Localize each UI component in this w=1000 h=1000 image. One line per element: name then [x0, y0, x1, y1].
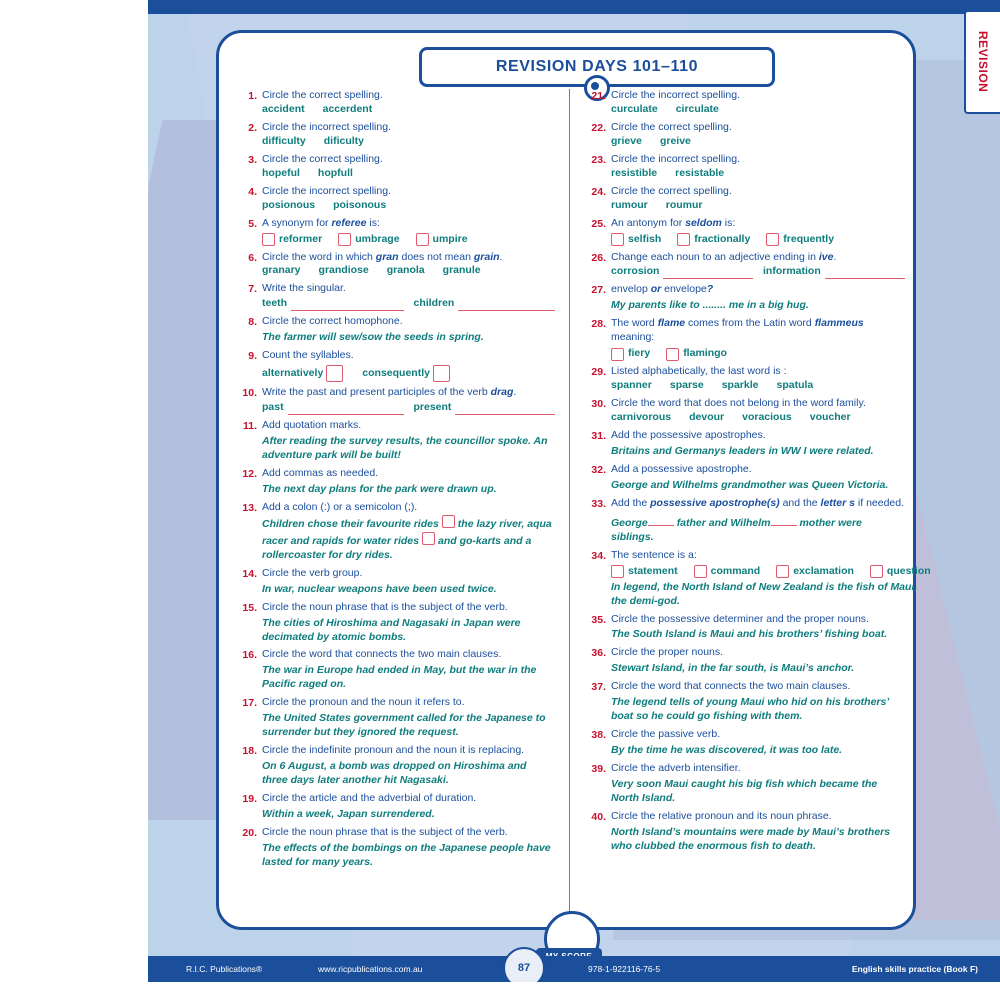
question-number: 33. — [591, 497, 606, 510]
blank-line[interactable] — [663, 266, 753, 279]
answer-sentence: Within a week, Japan surrendered. — [262, 807, 435, 820]
question-number: 10. — [242, 387, 257, 400]
option-word[interactable]: dificulty — [323, 134, 365, 147]
question-item — [586, 185, 905, 213]
answer-part-b: father and Wilhelm — [676, 516, 771, 529]
question-number: 28. — [591, 318, 606, 331]
question-number: 29. — [591, 366, 606, 379]
question-instruction: Write the past and present participles of the verb drag. — [262, 386, 517, 399]
question-number: 36. — [591, 647, 606, 660]
emphasis-word: letter s — [820, 496, 855, 509]
syllable-row — [262, 365, 555, 382]
question-instruction: Add the possessive apostrophe(s) and the letter s if needed. — [611, 496, 905, 509]
option-word-list — [262, 264, 555, 278]
question-number: 39. — [591, 763, 606, 776]
question-instruction: Circle the correct spelling. — [262, 152, 383, 165]
option-word[interactable]: difficulty — [262, 134, 306, 147]
question-instruction: Circle the word that does not belong in the word family. — [611, 397, 866, 410]
question-item — [237, 826, 555, 870]
question-item — [586, 153, 905, 181]
question-number: 6. — [248, 251, 257, 264]
emphasis-word: ? — [706, 283, 714, 296]
checkbox-label: frequently — [783, 232, 835, 245]
footer-url[interactable]: www.ricpublications.com.au — [318, 964, 423, 974]
blank-label: children — [413, 297, 455, 310]
checkbox-option[interactable] — [694, 565, 761, 579]
question-item — [237, 467, 555, 497]
checkbox-label: selfish — [628, 232, 662, 245]
option-word[interactable]: spanner — [611, 379, 652, 392]
page-number-badge: 87 — [503, 947, 545, 989]
question-number: 2. — [248, 121, 257, 134]
side-tab-label: REVISION — [976, 31, 990, 93]
question-number: 22. — [591, 121, 606, 134]
checkbox-icon[interactable] — [611, 233, 624, 246]
option-word[interactable]: spatula — [776, 379, 814, 392]
question-instruction: Count the syllables. — [262, 349, 354, 362]
worksheet-card — [216, 30, 931, 930]
emphasis-word: possessive apostrophe(s) — [650, 496, 780, 509]
blank-label: information — [763, 265, 821, 278]
fill-blank-cell[interactable] — [611, 265, 753, 279]
question-instruction: Circle the correct spelling. — [611, 120, 732, 133]
question-item — [237, 567, 555, 597]
checkbox-option[interactable] — [416, 233, 468, 247]
question-number: 7. — [248, 283, 257, 296]
question-number: 4. — [248, 185, 257, 198]
option-word[interactable]: grieve — [611, 134, 642, 147]
question-number: 30. — [591, 398, 606, 411]
option-word[interactable]: carnivorous — [611, 411, 672, 424]
question-instruction: Circle the pronoun and the noun it refers to. — [262, 696, 465, 709]
question-item — [586, 283, 905, 313]
question-number: 9. — [248, 350, 257, 363]
question-item — [586, 397, 905, 425]
question-instruction: Add quotation marks. — [262, 419, 362, 432]
question-instruction: Circle the incorrect spelling. — [611, 152, 740, 165]
question-item — [237, 217, 555, 247]
question-item — [586, 89, 905, 117]
checkbox-icon[interactable] — [262, 233, 275, 246]
question-instruction: Circle the incorrect spelling. — [262, 120, 391, 133]
question-number: 37. — [591, 681, 606, 694]
question-instruction: Circle the possessive determiner and the proper nouns. — [611, 612, 869, 625]
answer-sentence: The next day plans for the park were drawn up. — [262, 482, 497, 495]
answer-blank-line[interactable] — [771, 514, 797, 526]
checkbox-icon[interactable] — [776, 565, 789, 578]
question-number: 19. — [242, 793, 257, 806]
emphasis-word: ive — [818, 250, 834, 263]
answer-blank-line[interactable] — [648, 514, 674, 526]
option-word-list — [611, 135, 905, 149]
option-word[interactable]: granule — [442, 264, 481, 277]
option-word[interactable]: accerdent — [322, 102, 373, 115]
question-instruction: Add a colon (:) or a semicolon (;). — [262, 500, 418, 513]
checkbox-option[interactable] — [611, 565, 678, 579]
question-item — [237, 153, 555, 181]
right-question-column — [569, 89, 931, 924]
checkbox-option[interactable] — [338, 233, 399, 247]
question-item — [586, 365, 905, 393]
answer-sentence — [262, 515, 555, 563]
answer-sentence: In war, nuclear weapons have been used twice. — [262, 582, 497, 595]
question-number: 16. — [242, 649, 257, 662]
question-number: 13. — [242, 501, 257, 514]
question-instruction: Circle the incorrect spelling. — [611, 89, 740, 101]
question-item — [586, 728, 905, 758]
checkbox-option[interactable] — [870, 565, 931, 579]
option-word[interactable]: posionous — [262, 198, 316, 211]
option-word[interactable]: hopeful — [262, 166, 300, 179]
answer-sentence: North Island’s mountains were made by Maui’s brothers who clubbed the enormous fish to death. — [611, 825, 891, 852]
emphasis-word: flame — [657, 317, 686, 330]
checkbox-label: fractionally — [694, 232, 751, 245]
answer-part-c: and go-karts and a rollercoaster for dry rides. — [262, 534, 532, 561]
answer-sentence: George and Wilhelms grandmother was Queen Victoria. — [611, 478, 889, 491]
checkbox-option[interactable] — [611, 233, 661, 247]
punctuation-box[interactable] — [422, 532, 435, 545]
question-instruction: Circle the adverb intensifier. — [611, 762, 741, 775]
option-word-list — [611, 199, 905, 213]
question-number: 15. — [242, 601, 257, 614]
option-word[interactable]: voracious — [742, 411, 792, 424]
question-item — [586, 497, 905, 545]
question-item — [586, 251, 905, 280]
answer-sentence: The war in Europe had ended in May, but the war in the Pacific raged on. — [262, 664, 537, 691]
checkbox-icon[interactable] — [870, 565, 883, 578]
emphasis-word: seldom — [685, 216, 722, 229]
checkbox-label: command — [710, 564, 761, 577]
question-item — [237, 121, 555, 149]
option-word[interactable]: hopfull — [317, 166, 353, 179]
checkbox-icon[interactable] — [611, 565, 624, 578]
fill-blank-row — [262, 297, 555, 311]
answer-sentence: Britains and Germanys leaders in WW I were related. — [611, 444, 874, 457]
question-item — [237, 648, 555, 692]
question-number: 34. — [591, 549, 606, 562]
question-item — [586, 613, 905, 643]
question-columns — [219, 89, 931, 924]
option-word-list — [262, 199, 555, 213]
answer-sentence: Very soon Maui caught his big fish which became the North Island. — [611, 778, 878, 804]
syllable-word: consequently — [362, 366, 430, 379]
option-word[interactable]: resistable — [675, 166, 725, 179]
option-word-list — [611, 379, 905, 393]
option-word-list — [611, 103, 905, 117]
question-instruction: Listed alphabetically, the last word is : — [611, 365, 787, 378]
question-number: 21. — [591, 90, 606, 102]
option-word[interactable]: devour — [689, 411, 725, 424]
answer-sentence: The farmer will sew/sow the seeds in spring. — [262, 331, 484, 344]
checkbox-icon[interactable] — [766, 233, 779, 246]
syllable-word: alternatively — [262, 366, 324, 379]
option-word[interactable]: circulate — [675, 102, 719, 115]
question-instruction: Circle the correct homophone. — [262, 315, 403, 328]
option-word-list — [611, 411, 905, 425]
answer-sentence: The South Island is Maui and his brothers’ fishing boat. — [611, 628, 888, 641]
revision-side-tab — [964, 10, 1000, 114]
emphasis-word: drag — [490, 386, 514, 399]
answer-part-c: mother were siblings. — [611, 516, 862, 543]
question-item — [237, 601, 555, 645]
checkbox-row — [262, 233, 555, 247]
question-instruction: The word flame comes from the Latin word flammeus meaning: — [611, 317, 864, 344]
checkbox-icon[interactable] — [694, 565, 707, 578]
question-instruction: Add a possessive apostrophe. — [611, 462, 752, 475]
answer-sentence: After reading the survey results, the councillor spoke. An adventure park will be built! — [262, 435, 548, 462]
question-number: 14. — [242, 567, 257, 580]
question-instruction: Circle the passive verb. — [611, 728, 721, 741]
emphasis-word: or — [647, 283, 665, 296]
question-instruction: Write the singular. — [262, 282, 346, 295]
question-item — [237, 501, 555, 563]
checkbox-icon[interactable] — [611, 348, 624, 361]
question-number: 12. — [242, 467, 257, 480]
checkbox-label: umbrage — [355, 232, 400, 245]
checkbox-label: question — [886, 564, 931, 577]
syllable-item[interactable] — [262, 365, 346, 382]
checkbox-row — [611, 347, 905, 361]
blank-line[interactable] — [291, 298, 403, 311]
footer-isbn: 978-1-922116-76-5 — [588, 964, 661, 974]
question-item — [237, 349, 555, 382]
option-word[interactable]: sparse — [669, 379, 704, 392]
checkbox-label: umpire — [432, 232, 468, 245]
question-item — [237, 89, 555, 117]
footer-bottom-strip — [148, 982, 1000, 1000]
question-item — [237, 792, 555, 822]
blank-label: past — [262, 401, 284, 414]
fill-blank-row — [262, 401, 555, 415]
question-item — [586, 646, 905, 676]
answer-sentence: The effects of the bombings on the Japanese people have lasted for many years. — [262, 841, 551, 868]
option-word[interactable]: granary — [262, 264, 301, 277]
question-item — [237, 251, 555, 279]
question-instruction: Circle the correct spelling. — [262, 89, 383, 101]
option-word[interactable]: greive — [659, 134, 691, 147]
question-instruction: Circle the noun phrase that is the subject of the verb. — [262, 825, 508, 838]
question-item — [586, 548, 931, 609]
question-item — [586, 217, 905, 247]
option-word-list — [262, 135, 555, 149]
question-instruction: An antonym for seldom is: — [611, 216, 736, 229]
question-number: 32. — [591, 463, 606, 476]
checkbox-option[interactable] — [262, 233, 322, 247]
top-blue-band — [148, 0, 1000, 14]
blank-line[interactable] — [825, 266, 905, 279]
blank-line[interactable] — [455, 402, 555, 415]
checkbox-icon[interactable] — [338, 233, 351, 246]
question-number: 11. — [242, 420, 257, 433]
question-item — [586, 429, 905, 459]
question-number: 31. — [591, 430, 606, 443]
option-word[interactable]: rumour — [611, 198, 648, 211]
question-instruction: Circle the noun phrase that is the subject of the verb. — [262, 600, 508, 613]
blank-label: teeth — [262, 297, 288, 310]
option-word[interactable]: sparkle — [721, 379, 759, 392]
emphasis-word: gran — [375, 250, 399, 263]
question-instruction: Circle the word in which gran does not mean grain. — [262, 250, 503, 263]
emphasis-word: grain — [473, 250, 500, 263]
answer-sentence: On 6 August, a bomb was dropped on Hiroshima and three days later another hit Nagasaki. — [262, 760, 527, 787]
fill-blank-row — [611, 265, 905, 279]
question-instruction: A synonym for referee is: — [262, 216, 380, 229]
question-number: 18. — [242, 745, 257, 758]
question-instruction: Circle the correct spelling. — [611, 184, 732, 197]
page-footer — [148, 956, 1000, 982]
emphasis-word: referee — [331, 216, 367, 229]
question-instruction: Circle the proper nouns. — [611, 646, 724, 659]
question-instruction: Circle the word that connects the two main clauses. — [611, 680, 851, 693]
checkbox-label: reformer — [279, 232, 323, 245]
question-instruction: Circle the relative pronoun and its noun phrase. — [611, 809, 832, 822]
answer-box[interactable] — [433, 365, 450, 382]
question-number: 17. — [242, 697, 257, 710]
question-item — [237, 696, 555, 740]
checkbox-icon[interactable] — [416, 233, 429, 246]
checkbox-option[interactable] — [611, 347, 650, 361]
question-instruction: Add commas as needed. — [262, 466, 379, 479]
question-instruction: Add the possessive apostrophes. — [611, 429, 766, 442]
checkbox-label: fiery — [628, 347, 651, 360]
question-item — [237, 282, 555, 311]
left-margin — [0, 0, 150, 1000]
question-item — [237, 744, 555, 788]
question-item — [586, 680, 905, 724]
worksheet-page — [148, 0, 1000, 1000]
option-word[interactable]: voucher — [809, 411, 851, 424]
option-word[interactable]: poisonous — [333, 198, 387, 211]
answer-sentence — [611, 514, 905, 545]
answer-sentence: In legend, the North Island of New Zealand is the fish of Maui, the demi-god. — [611, 580, 918, 607]
option-word[interactable]: accident — [262, 102, 305, 115]
question-number: 26. — [591, 251, 606, 264]
question-number: 27. — [591, 284, 606, 297]
footer-publisher: R.I.C. Publications® — [186, 964, 263, 974]
answer-part-a: Children chose their favourite rides — [262, 517, 439, 530]
option-word[interactable]: grandiose — [318, 264, 369, 277]
question-instruction: Change each noun to an adjective ending in ive. — [611, 250, 837, 263]
answer-box[interactable] — [326, 365, 343, 382]
option-word[interactable]: resistible — [611, 166, 658, 179]
punctuation-box[interactable] — [442, 515, 455, 528]
question-item — [586, 463, 905, 493]
question-number: 5. — [248, 217, 257, 230]
fill-blank-cell[interactable] — [262, 401, 404, 415]
question-item — [586, 121, 905, 149]
question-instruction: envelop or envelope? — [611, 283, 714, 296]
answer-sentence: The United States government called for the Japanese to surrender but they ignored the request. — [262, 712, 546, 739]
option-word[interactable]: roumur — [665, 198, 703, 211]
option-word-list — [262, 103, 555, 117]
fill-blank-cell[interactable] — [763, 265, 905, 279]
blank-label: corrosion — [611, 265, 660, 278]
question-item — [586, 810, 905, 854]
question-item — [237, 315, 555, 345]
question-instruction: Circle the word that connects the two main clauses. — [262, 648, 502, 661]
answer-sentence: Stewart Island, in the far south, is Maui’s anchor. — [611, 662, 855, 675]
question-number: 25. — [591, 217, 606, 230]
question-number: 24. — [591, 185, 606, 198]
answer-sentence: My parents like to ........ me in a big hug. — [611, 299, 809, 312]
fill-blank-cell[interactable] — [414, 297, 556, 311]
checkbox-label: statement — [628, 564, 678, 577]
left-question-column — [219, 89, 569, 924]
blank-line[interactable] — [288, 402, 404, 415]
checkbox-option[interactable] — [666, 347, 727, 361]
checkbox-option[interactable] — [776, 565, 854, 579]
question-item — [237, 419, 555, 463]
checkbox-icon[interactable] — [666, 348, 679, 361]
syllable-item[interactable] — [362, 365, 453, 382]
question-item — [237, 185, 555, 213]
question-instruction: Circle the incorrect spelling. — [262, 184, 391, 197]
answer-sentence: The cities of Hiroshima and Nagasaki in Japan were decimated by atomic bombs. — [262, 616, 521, 643]
checkbox-option[interactable] — [677, 233, 750, 247]
blank-line[interactable] — [458, 298, 555, 311]
checkbox-row — [611, 565, 931, 579]
fill-blank-cell[interactable] — [414, 401, 556, 415]
question-number: 1. — [248, 90, 257, 102]
question-item — [586, 317, 905, 361]
blank-label: present — [413, 401, 452, 414]
question-number: 20. — [242, 826, 257, 839]
question-number: 8. — [248, 316, 257, 329]
emphasis-word: flammeus — [814, 317, 864, 330]
checkbox-label: flamingo — [683, 347, 727, 360]
page-title: REVISION DAYS 101–110 — [419, 47, 775, 87]
option-word[interactable]: granola — [386, 264, 425, 277]
fill-blank-cell[interactable] — [262, 297, 404, 311]
question-number: 40. — [591, 810, 606, 823]
question-instruction: Circle the article and the adverbial of duration. — [262, 792, 477, 805]
option-word[interactable]: curculate — [611, 102, 658, 115]
question-instruction: Circle the indefinite pronoun and the noun it is replacing. — [262, 744, 525, 757]
question-instruction: The sentence is a: — [611, 548, 697, 561]
answer-sentence: By the time he was discovered, it was too late. — [611, 744, 843, 757]
question-item — [586, 762, 905, 806]
answer-part-a: George — [611, 516, 648, 529]
checkbox-label: exclamation — [793, 564, 854, 577]
checkbox-icon[interactable] — [677, 233, 690, 246]
option-word-list — [262, 167, 555, 181]
option-word-list — [611, 167, 905, 181]
checkbox-row — [611, 233, 905, 247]
question-number: 3. — [248, 153, 257, 166]
checkbox-option[interactable] — [766, 233, 834, 247]
footer-book-title: English skills practice (Book F) — [851, 964, 978, 974]
question-number: 23. — [591, 153, 606, 166]
question-item — [237, 386, 555, 415]
answer-part-b: the lazy river, aqua racer and rapids for water rides — [262, 517, 552, 547]
answer-sentence: The legend tells of young Maui who hid on his brothers’ boat so he could go fishing with them. — [611, 696, 889, 723]
question-number: 38. — [591, 729, 606, 742]
question-instruction: Circle the verb group. — [262, 566, 363, 579]
question-number: 35. — [591, 613, 606, 626]
